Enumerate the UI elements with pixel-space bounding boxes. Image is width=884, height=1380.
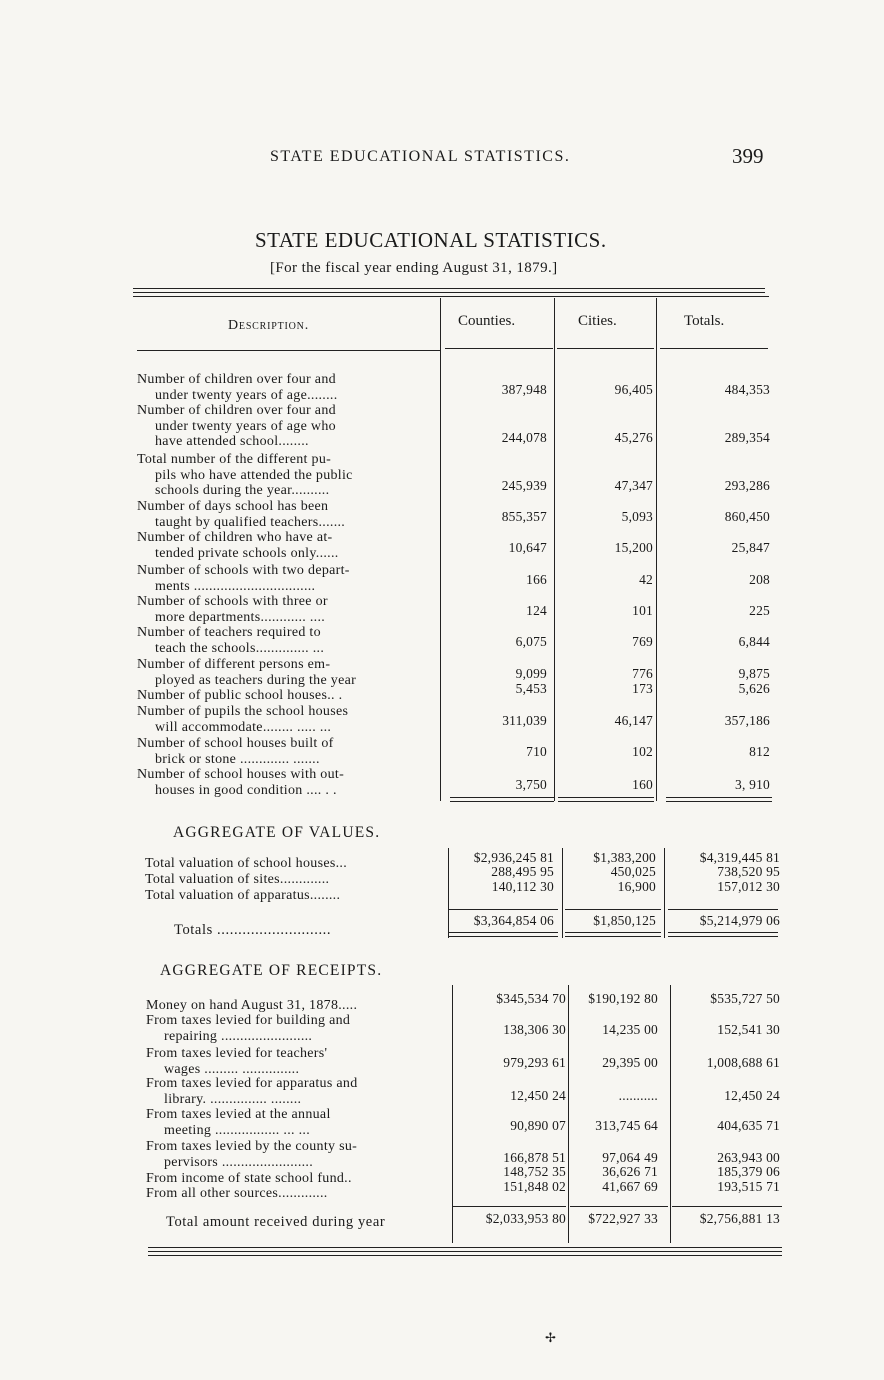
row-counties: 9,099 — [515, 666, 547, 681]
row-cities: 16,900 — [617, 879, 656, 894]
section-heading-receipts: AGGREGATE OF RECEIPTS. — [160, 962, 383, 979]
table-row: From taxes levied for building and repairing ........................ — [146, 1013, 351, 1044]
row-totals: 6,844 — [738, 634, 770, 649]
row-cities: 41,667 69 — [602, 1179, 658, 1194]
table-row: Number of pupils the school houses will accommodate........ ..... ... — [137, 704, 349, 735]
row-cities: 45,276 — [614, 430, 653, 445]
page-title: STATE EDUCATIONAL STATISTICS. — [255, 228, 607, 252]
table-row: Number of children over four and under twenty years of age who have attended school........ — [137, 403, 336, 449]
row-cities: ........... — [618, 1088, 658, 1103]
col-header-counties: Counties. — [458, 313, 516, 329]
row-totals: 157,012 30 — [717, 879, 780, 894]
row-counties: $2,936,245 81 — [473, 850, 554, 865]
row-cities: 160 — [632, 777, 653, 792]
table-row: From taxes levied by the county su- pervisors ........................ — [146, 1139, 358, 1170]
page-number: 399 — [732, 144, 764, 168]
row-cities: 14,235 00 — [602, 1022, 658, 1037]
table-row: From taxes levied for teachers' wages ......... ............... — [146, 1046, 328, 1077]
row-totals: 1,008,688 61 — [706, 1055, 780, 1070]
row-counties: 244,078 — [501, 430, 547, 445]
row-counties: 288,495 95 — [491, 864, 554, 879]
row-totals: 12,450 24 — [724, 1088, 780, 1103]
row-counties: 6,075 — [515, 634, 547, 649]
row-totals: $535,727 50 — [710, 991, 780, 1006]
row-cities: 102 — [632, 744, 653, 759]
row-totals: 860,450 — [724, 509, 770, 524]
table-row: Number of children over four and under twenty years of age........ — [137, 372, 338, 403]
row-totals: 9,875 — [738, 666, 770, 681]
table-row: Total valuation of sites............. — [145, 872, 330, 887]
table-row: From all other sources............. — [146, 1186, 328, 1201]
table-row: Number of children who have at- tended private schools only...... — [137, 530, 339, 561]
row-totals: 738,520 95 — [717, 864, 780, 879]
table-row: Number of different persons em- ployed as teachers during the year — [137, 657, 357, 688]
row-counties: 90,890 07 — [510, 1118, 566, 1133]
table-row: Number of days school has been taught by qualified teachers....... — [137, 499, 346, 530]
row-cities: 36,626 71 — [602, 1164, 658, 1179]
row-counties: 245,939 — [501, 478, 547, 493]
row-totals: 263,943 00 — [717, 1150, 780, 1165]
running-head: STATE EDUCATIONAL STATISTICS. — [270, 148, 571, 165]
col-header-totals: Totals. — [684, 313, 725, 329]
row-counties: 710 — [526, 744, 547, 759]
col-header-cities: Cities. — [578, 313, 617, 329]
footer-ornament: ✢ — [545, 1330, 556, 1345]
row-totals: 812 — [749, 744, 770, 759]
row-counties: 151,848 02 — [503, 1179, 566, 1194]
table-row: From taxes levied for apparatus and library. ............... ........ — [146, 1076, 358, 1107]
values-total-counties: $3,364,854 06 — [473, 913, 554, 928]
row-totals: 404,635 71 — [717, 1118, 780, 1133]
row-cities: 29,395 00 — [602, 1055, 658, 1070]
col-header-description: Description. — [228, 318, 309, 333]
row-totals: 193,515 71 — [717, 1179, 780, 1194]
row-counties: 166,878 51 — [503, 1150, 566, 1165]
values-total-totals: $5,214,979 06 — [699, 913, 780, 928]
row-totals: 185,379 06 — [717, 1164, 780, 1179]
row-counties: 855,357 — [501, 509, 547, 524]
row-totals: 293,286 — [724, 478, 770, 493]
row-cities: 96,405 — [614, 382, 653, 397]
row-counties: 10,647 — [508, 540, 547, 555]
row-counties: 979,293 61 — [503, 1055, 566, 1070]
table-row: From income of state school fund.. — [146, 1171, 352, 1186]
row-cities: 42 — [639, 572, 653, 587]
table-row: Number of schools with three or more departments............ .... — [137, 594, 328, 625]
receipts-total-label: Total amount received during year — [166, 1214, 386, 1230]
row-cities: 47,347 — [614, 478, 653, 493]
receipts-total-counties: $2,033,953 80 — [485, 1211, 566, 1226]
row-cities: 97,064 49 — [602, 1150, 658, 1165]
row-cities: $190,192 80 — [588, 991, 658, 1006]
values-total-cities: $1,850,125 — [593, 913, 656, 928]
row-cities: 769 — [632, 634, 653, 649]
table-row: Number of schools with two depart- ments ................................ — [137, 563, 350, 594]
row-counties: 166 — [526, 572, 547, 587]
row-cities: 15,200 — [614, 540, 653, 555]
row-cities: 776 — [632, 666, 653, 681]
row-counties: 387,948 — [501, 382, 547, 397]
table-row: Total valuation of apparatus........ — [145, 888, 341, 903]
row-counties: 124 — [526, 603, 547, 618]
row-counties: 5,453 — [515, 681, 547, 696]
row-counties: 138,306 30 — [503, 1022, 566, 1037]
table-row: Number of public school houses.. . — [137, 688, 343, 703]
table-row: Total valuation of school houses... — [145, 856, 347, 871]
page-subtitle: [For the fiscal year ending August 31, 1879.] — [270, 260, 558, 276]
table-row: Number of school houses built of brick or stone ............. ....... — [137, 736, 334, 767]
row-cities: 313,745 64 — [595, 1118, 658, 1133]
receipts-total-cities: $722,927 33 — [588, 1211, 658, 1226]
row-totals: 3, 910 — [735, 777, 770, 792]
row-counties: $345,534 70 — [496, 991, 566, 1006]
row-totals: 225 — [749, 603, 770, 618]
row-cities: $1,383,200 — [593, 850, 656, 865]
section-heading-values: AGGREGATE OF VALUES. — [173, 824, 381, 841]
row-counties: 311,039 — [502, 713, 547, 728]
row-totals: 5,626 — [738, 681, 770, 696]
row-cities: 173 — [632, 681, 653, 696]
row-counties: 148,752 35 — [503, 1164, 566, 1179]
table-row: Number of teachers required to teach the schools.............. ... — [137, 625, 325, 656]
row-counties: 12,450 24 — [510, 1088, 566, 1103]
row-totals: 357,186 — [724, 713, 770, 728]
table-row: Total number of the different pu- pils who have attended the public schools during the year.......... — [137, 452, 353, 498]
receipts-total-totals: $2,756,881 13 — [699, 1211, 780, 1226]
table-row: From taxes levied at the annual meeting ................. ... ... — [146, 1107, 331, 1138]
row-totals: 152,541 30 — [717, 1022, 780, 1037]
row-counties: 140,112 30 — [491, 879, 554, 894]
table-row: Number of school houses with out- houses in good condition .... . . — [137, 767, 345, 798]
row-cities: 46,147 — [614, 713, 653, 728]
table-row: Money on hand August 31, 1878..... — [146, 998, 358, 1013]
row-totals: 25,847 — [731, 540, 770, 555]
row-totals: 484,353 — [724, 382, 770, 397]
values-total-label: Totals ........................... — [174, 922, 332, 938]
row-totals: 208 — [749, 572, 770, 587]
row-cities: 450,025 — [610, 864, 656, 879]
row-counties: 3,750 — [515, 777, 547, 792]
row-totals: $4,319,445 81 — [699, 850, 780, 865]
row-cities: 101 — [632, 603, 653, 618]
row-cities: 5,093 — [621, 509, 653, 524]
row-totals: 289,354 — [724, 430, 770, 445]
